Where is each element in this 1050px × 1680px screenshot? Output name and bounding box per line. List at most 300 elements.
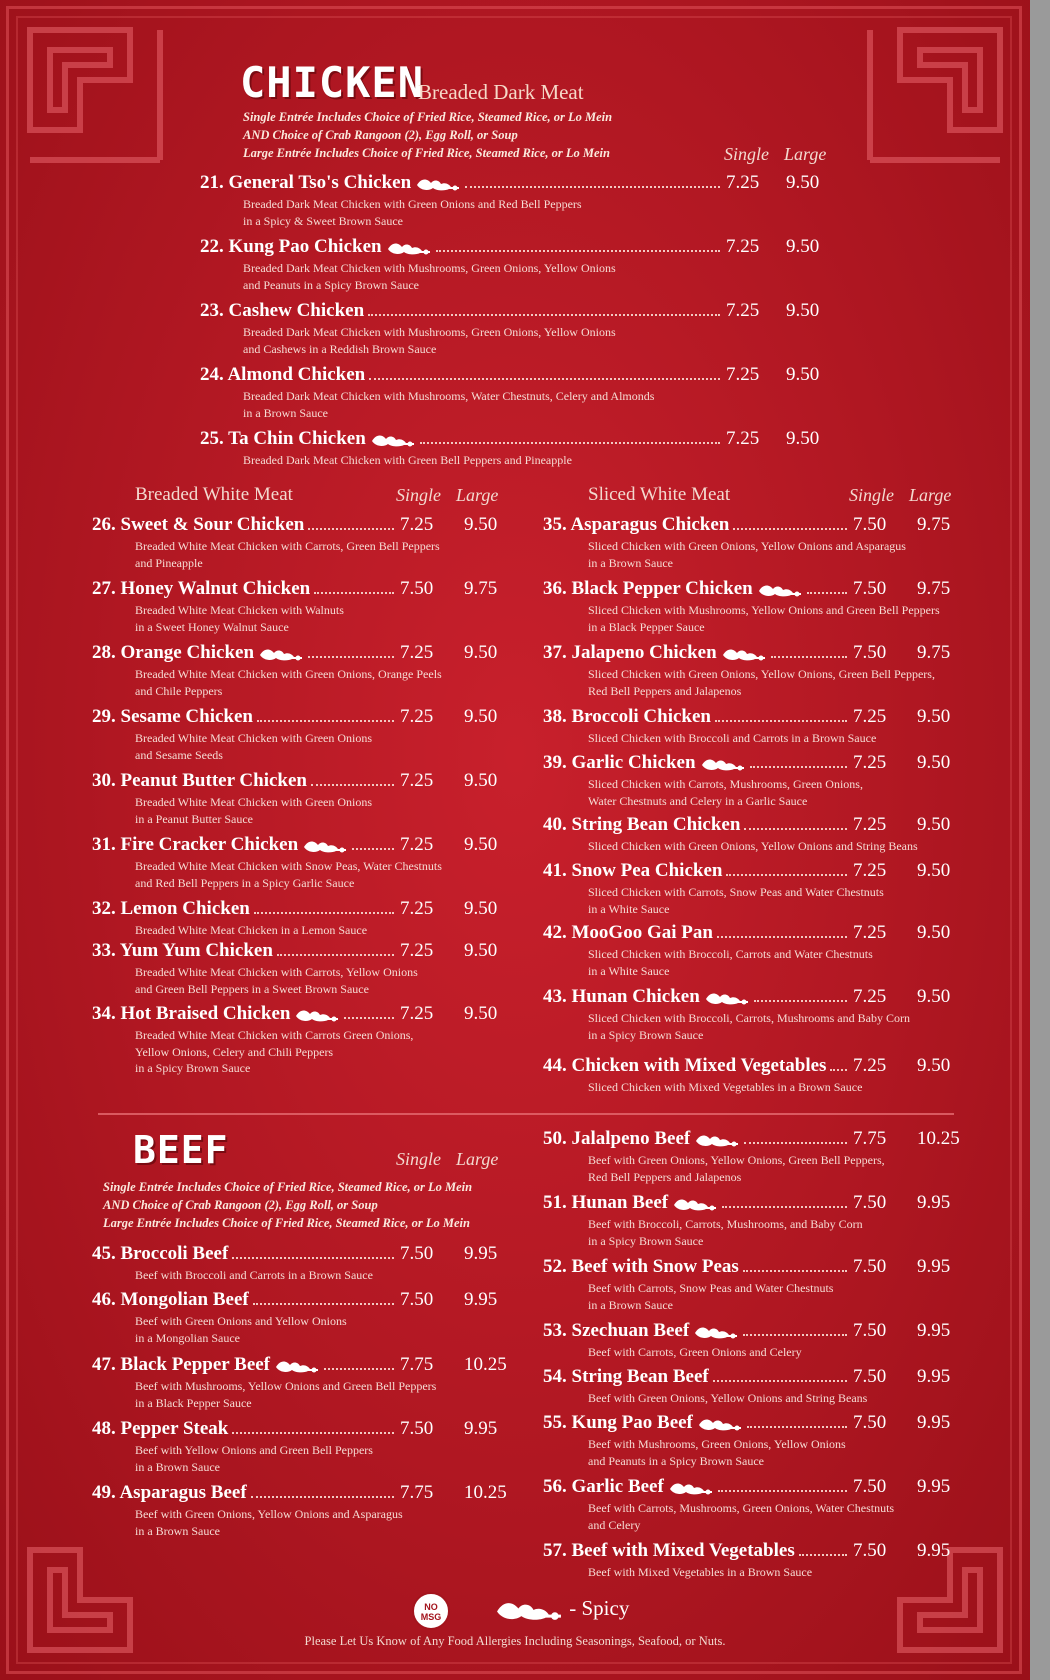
menu-item-description: Breaded Dark Meat Chicken with Mushrooms, Green Onions, Yellow Onions and Cashews in a Reddish Brown Sauce	[243, 325, 616, 356]
leader-dots	[277, 954, 394, 956]
menu-item	[543, 1192, 983, 1249]
menu-item-description: Sliced Chicken with Broccoli, Carrots, Mushrooms and Baby Corn in a Spicy Brown Sauce	[588, 1011, 910, 1042]
single-price: 7.25	[853, 752, 887, 773]
menu-item-description: Breaded White Meat Chicken with Snow Peas, Water Chestnuts and Red Bell Peppers in a Spicy Garlic Sauce	[135, 859, 442, 890]
chicken-section-title: CHICKEN	[240, 58, 425, 107]
dragon-icon	[370, 431, 416, 449]
menu-item-line	[92, 1482, 512, 1506]
menu-item	[92, 514, 512, 571]
single-price: 7.25	[400, 834, 434, 855]
menu-item	[92, 940, 512, 997]
menu-item	[92, 1289, 512, 1346]
menu-item-description: Breaded White Meat Chicken with Green Onions, Orange Peels and Chile Peppers	[135, 667, 442, 698]
section-divider	[98, 1113, 954, 1115]
menu-item-name-text: 25. Ta Chin Chicken	[200, 428, 366, 449]
menu-item-name-text: 30. Peanut Butter Chicken	[92, 770, 307, 791]
large-price: 9.50	[917, 706, 951, 727]
menu-item-name	[92, 1482, 247, 1504]
page-edge	[1030, 0, 1050, 1680]
menu-item-name	[543, 986, 750, 1008]
menu-item-name-text: 35. Asparagus Chicken	[543, 514, 730, 535]
menu-item-line	[92, 1418, 512, 1442]
large-price: 9.50	[917, 986, 951, 1007]
large-price: 9.95	[917, 1192, 951, 1213]
menu-item-name	[92, 514, 304, 536]
menu-item-description: Breaded Dark Meat Chicken with Mushrooms, Water Chestnuts, Celery and Almonds in a Brown Sauce	[243, 389, 655, 420]
menu-item-line	[92, 706, 512, 730]
leader-dots	[324, 1368, 394, 1370]
menu-item-description: Beef with Yellow Onions and Green Bell Peppers in a Brown Sauce	[135, 1443, 373, 1474]
menu-item-line	[200, 172, 840, 196]
menu-item	[543, 642, 983, 699]
single-price: 7.50	[853, 1256, 887, 1277]
menu-item-description: Sliced Chicken with Mixed Vegetables in a Brown Sauce	[588, 1080, 863, 1094]
menu-item-name	[92, 834, 348, 856]
single-price: 7.75	[853, 1128, 887, 1149]
menu-item-name-text: 28. Orange Chicken	[92, 642, 255, 663]
large-price: 9.95	[917, 1476, 951, 1497]
menu-item-description: Breaded White Meat Chicken with Carrots Green Onions, Yellow Onions, Celery and Chili Peppers in a Spicy Brown Sauce	[135, 1028, 414, 1075]
large-label: Large	[784, 144, 827, 164]
menu-item	[92, 1243, 512, 1284]
menu-item-line	[200, 428, 840, 452]
menu-item-line	[543, 1256, 983, 1280]
menu-item-line	[543, 706, 983, 730]
menu-item-description: Breaded White Meat Chicken with Carrots, Yellow Onions and Green Bell Peppers in a Sweet Brown Sauce	[135, 965, 418, 996]
single-price: 7.25	[853, 814, 887, 835]
single-price: 7.25	[400, 770, 434, 791]
single-price: 7.50	[853, 1476, 887, 1497]
single-price: 7.25	[400, 706, 434, 727]
menu-item	[200, 172, 840, 229]
menu-item-line	[92, 578, 512, 602]
menu-item-line	[543, 986, 983, 1010]
menu-item-line	[92, 1289, 512, 1313]
menu-item-name-text: 26. Sweet & Sour Chicken	[92, 514, 305, 535]
menu-item-description: Sliced Chicken with Green Onions, Yellow Onions and Asparagus in a Brown Sauce	[588, 539, 906, 570]
leader-dots	[251, 1496, 394, 1498]
leader-dots	[754, 1000, 847, 1002]
menu-item-name	[92, 642, 304, 664]
large-price: 9.50	[464, 940, 498, 961]
single-price: 7.50	[400, 578, 434, 599]
menu-item	[92, 1482, 512, 1539]
leader-dots	[308, 656, 394, 658]
menu-item	[200, 236, 840, 293]
menu-item-name	[543, 1320, 739, 1342]
single-price: 7.25	[726, 236, 760, 257]
single-price: 7.75	[400, 1354, 434, 1375]
menu-item-name-text: 27. Honey Walnut Chicken	[92, 578, 311, 599]
menu-item	[92, 642, 512, 699]
menu-item-description: Beef with Mushrooms, Green Onions, Yellow Onions and Peanuts in a Spicy Brown Sauce	[588, 1437, 846, 1468]
leader-dots	[232, 1257, 394, 1259]
menu-item-description: Beef with Green Onions, Yellow Onions, Green Bell Peppers, Red Bell Peppers and Jalapenos	[588, 1153, 885, 1184]
dragon-icon	[415, 175, 461, 193]
dragon-icon	[494, 1596, 564, 1624]
leader-dots	[344, 1017, 394, 1019]
menu-item-name-text: 42. MooGoo Gai Pan	[543, 922, 713, 943]
leader-dots	[717, 936, 847, 938]
large-price: 9.75	[917, 578, 951, 599]
menu-item	[543, 578, 983, 635]
leader-dots	[254, 912, 394, 914]
menu-item-description: Beef with Mushrooms, Yellow Onions and Green Bell Peppers in a Black Pepper Sauce	[135, 1379, 437, 1410]
chicken-subtitle: Breaded Dark Meat	[418, 80, 584, 104]
menu-item-name-text: 31. Fire Cracker Chicken	[92, 834, 299, 855]
large-price: 9.50	[786, 172, 820, 193]
menu-item	[92, 706, 512, 763]
large-price: 9.95	[464, 1289, 498, 1310]
large-price: 9.50	[786, 364, 820, 385]
menu-item-name-text: 24. Almond Chicken	[200, 364, 366, 385]
note-line: Single Entrée Includes Choice of Fried Rice, Steamed Rice, or Lo Mein	[103, 1180, 473, 1194]
menu-item-name-text: 44. Chicken with Mixed Vegetables	[543, 1055, 827, 1076]
menu-item	[92, 834, 512, 891]
menu-item-description: Breaded Dark Meat Chicken with Green Onions and Red Bell Peppers in a Spicy & Sweet Brown Sauce	[243, 197, 582, 228]
leader-dots	[722, 1206, 847, 1208]
menu-item	[92, 770, 512, 827]
menu-item-name	[543, 1540, 795, 1562]
leader-dots	[232, 1432, 394, 1434]
menu-item-line	[92, 1243, 512, 1267]
leader-dots	[308, 528, 394, 530]
menu-item	[92, 578, 512, 635]
large-price: 10.25	[464, 1482, 507, 1503]
no-msg-badge	[412, 1592, 450, 1630]
large-price: 9.50	[917, 860, 951, 881]
menu-item-line	[543, 1320, 983, 1344]
menu-item-description: Beef with Green Onions and Yellow Onions in a Mongolian Sauce	[135, 1314, 347, 1345]
leader-dots	[744, 1142, 847, 1144]
menu-item-line	[92, 770, 512, 794]
menu-item-description: Breaded White Meat Chicken in a Lemon Sauce	[135, 923, 368, 937]
menu-item-name	[543, 1055, 826, 1077]
leader-dots	[830, 1069, 847, 1071]
menu-item	[543, 1256, 983, 1313]
menu-item-name-text: 45. Broccoli Beef	[92, 1243, 229, 1264]
menu-item-name	[543, 514, 729, 536]
single-price: 7.25	[853, 1055, 887, 1076]
single-price: 7.25	[853, 860, 887, 881]
beef-section-title: BEEF	[133, 1128, 229, 1172]
menu-item-name	[543, 814, 740, 836]
leader-dots	[369, 378, 720, 380]
menu-item-description: Beef with Broccoli, Carrots, Mushrooms, and Baby Corn in a Spicy Brown Sauce	[588, 1217, 863, 1248]
single-price: 7.25	[853, 986, 887, 1007]
menu-item-name-text: 47. Black Pepper Beef	[92, 1354, 271, 1375]
menu-item	[92, 1003, 512, 1077]
leader-dots	[799, 1554, 847, 1556]
menu-item-description: Beef with Green Onions, Yellow Onions and String Beans	[588, 1391, 868, 1405]
single-label: Single	[724, 144, 769, 164]
menu-item-description: Sliced Chicken with Green Onions, Yellow Onions and String Beans	[588, 839, 918, 853]
single-price: 7.25	[726, 428, 760, 449]
corner-ornament-icon	[20, 20, 170, 170]
large-price: 9.95	[464, 1243, 498, 1264]
menu-item-name	[543, 1366, 709, 1388]
menu-item-line	[543, 814, 983, 838]
menu-item-line	[92, 642, 512, 666]
menu-item-line	[92, 898, 512, 922]
menu-item	[92, 898, 512, 939]
menu-item-name-text: 55. Kung Pao Beef	[543, 1412, 693, 1433]
menu-item-description: Beef with Carrots, Green Onions and Celery	[588, 1345, 802, 1359]
menu-item-name	[92, 706, 253, 728]
leader-dots	[311, 784, 394, 786]
menu-item-name	[92, 578, 310, 600]
menu-item-name	[92, 1289, 249, 1311]
large-price: 9.50	[786, 236, 820, 257]
menu-item-name	[200, 236, 432, 258]
menu-item	[200, 300, 840, 357]
single-price: 7.50	[853, 514, 887, 535]
note-line: Single Entrée Includes Choice of Fried Rice, Steamed Rice, or Lo Mein	[243, 110, 613, 124]
single-price: 7.25	[400, 1003, 434, 1024]
large-price: 9.50	[464, 1003, 498, 1024]
dragon-icon	[302, 837, 348, 855]
menu-item	[543, 922, 983, 979]
large-price: 9.50	[786, 428, 820, 449]
menu-item-description: Breaded White Meat Chicken with Walnuts in a Sweet Honey Walnut Sauce	[135, 603, 344, 634]
single-label: Single	[396, 1149, 441, 1169]
menu-item	[543, 814, 983, 855]
single-price: 7.75	[400, 1482, 434, 1503]
menu-item-name	[200, 172, 461, 194]
leader-dots	[368, 314, 720, 316]
menu-item-name-text: 37. Jalapeno Chicken	[543, 642, 717, 663]
chicken-notes	[243, 108, 612, 162]
single-price: 7.50	[853, 1540, 887, 1561]
menu-item-name-text: 32. Lemon Chicken	[92, 898, 250, 919]
large-label: Large	[456, 1149, 499, 1169]
menu-item	[543, 986, 983, 1043]
large-label: Large	[909, 485, 952, 505]
menu-item-name	[92, 1243, 228, 1265]
large-price: 9.50	[464, 770, 498, 791]
menu-item-name-text: 48. Pepper Steak	[92, 1418, 229, 1439]
menu-item-line	[543, 1412, 983, 1436]
single-price: 7.25	[853, 706, 887, 727]
menu-item-description: Sliced Chicken with Green Onions, Yellow Onions, Green Bell Peppers, Red Bell Peppers and Jalapenos	[588, 667, 935, 698]
menu-item-name-text: 57. Beef with Mixed Vegetables	[543, 1540, 795, 1561]
dragon-icon	[668, 1479, 714, 1497]
single-price: 7.50	[853, 578, 887, 599]
menu-item	[543, 1320, 983, 1361]
large-price: 9.50	[786, 300, 820, 321]
menu-item-line	[543, 752, 983, 776]
menu-item-description: Breaded Dark Meat Chicken with Green Bell Peppers and Pineapple	[243, 453, 572, 467]
menu-item-line	[543, 1192, 983, 1216]
menu-item	[543, 752, 983, 809]
single-price: 7.25	[726, 300, 760, 321]
single-price: 7.50	[853, 1366, 887, 1387]
menu-item-name-text: 39. Garlic Chicken	[543, 752, 696, 773]
allergy-note: Please Let Us Know of Any Food Allergies Including Seasonings, Seafood, or Nuts.	[304, 1634, 726, 1648]
single-price: 7.25	[853, 922, 887, 943]
menu-item-name-text: 40. String Bean Chicken	[543, 814, 741, 835]
dragon-icon	[697, 1415, 743, 1433]
dragon-icon	[704, 989, 750, 1007]
menu-item-line	[543, 578, 983, 602]
no-msg-line: NO	[424, 1602, 438, 1612]
menu-item-line	[543, 1055, 983, 1079]
menu-item-name-text: 46. Mongolian Beef	[92, 1289, 249, 1310]
menu-item-name-text: 43. Hunan Chicken	[543, 986, 700, 1007]
menu-item	[200, 428, 840, 469]
menu-item-name-text: 49. Asparagus Beef	[92, 1482, 247, 1503]
spicy-legend-text: - Spicy	[569, 1596, 630, 1620]
large-label: Large	[456, 485, 499, 505]
menu-item-name	[543, 752, 746, 774]
menu-item-name-text: 22. Kung Pao Chicken	[200, 236, 382, 257]
dragon-icon	[274, 1357, 320, 1375]
menu-item-line	[92, 1354, 512, 1378]
dragon-icon	[386, 239, 432, 257]
menu-item-description: Sliced Chicken with Broccoli, Carrots and Water Chestnuts in a White Sauce	[588, 947, 873, 978]
large-price: 9.75	[917, 514, 951, 535]
leader-dots	[718, 1490, 847, 1492]
menu-item-line	[200, 364, 840, 388]
menu-item-name	[200, 364, 365, 386]
menu-item-line	[543, 1476, 983, 1500]
menu-item-name	[543, 642, 767, 664]
menu-item-description: Sliced Chicken with Broccoli and Carrots in a Brown Sauce	[588, 731, 877, 745]
menu-item-description: Breaded White Meat Chicken with Green Onions in a Peanut Butter Sauce	[135, 795, 373, 826]
menu-item-name-text: 56. Garlic Beef	[543, 1476, 664, 1497]
menu-item-line	[543, 642, 983, 666]
menu-item-name	[543, 922, 713, 944]
menu-item-name	[200, 428, 416, 450]
menu-item-name-text: 21. General Tso's Chicken	[200, 172, 412, 193]
menu-item-description: Beef with Mixed Vegetables in a Brown Sauce	[588, 1565, 813, 1579]
menu-item-name-text: 41. Snow Pea Chicken	[543, 860, 723, 881]
large-price: 9.75	[917, 642, 951, 663]
leader-dots	[743, 1270, 847, 1272]
menu-item-line	[543, 922, 983, 946]
menu-item-name	[543, 1192, 718, 1214]
menu-item-name-text: 51. Hunan Beef	[543, 1192, 669, 1213]
note-line: Large Entrée Includes Choice of Fried Rice, Steamed Rice, or Lo Mein	[243, 146, 610, 160]
dragon-icon	[721, 645, 767, 663]
spicy-legend	[490, 1596, 629, 1624]
menu-item-name-text: 50. Jalalpeno Beef	[543, 1128, 691, 1149]
menu-item-name	[92, 898, 250, 920]
single-price: 7.25	[400, 642, 434, 663]
menu-item-name	[92, 940, 273, 962]
menu-item-name	[92, 770, 307, 792]
single-price: 7.50	[853, 1192, 887, 1213]
single-price: 7.50	[853, 642, 887, 663]
menu-item-line	[543, 1540, 983, 1564]
menu-item-name	[543, 578, 803, 600]
menu-item-line	[543, 860, 983, 884]
menu-item	[543, 706, 983, 747]
menu-item-description: Beef with Carrots, Snow Peas and Water Chestnuts in a Brown Sauce	[588, 1281, 834, 1312]
sliced-meat-heading: Sliced White Meat	[588, 484, 731, 505]
menu-item-name-text: 54. String Bean Beef	[543, 1366, 709, 1387]
single-price: 7.50	[400, 1418, 434, 1439]
large-price: 9.95	[917, 1412, 951, 1433]
single-price: 7.50	[400, 1289, 434, 1310]
leader-dots	[257, 720, 394, 722]
leader-dots	[733, 528, 847, 530]
single-label: Single	[849, 485, 894, 505]
single-price: 7.25	[726, 364, 760, 385]
large-price: 9.95	[917, 1540, 951, 1561]
menu-item-name-text: 23. Cashew Chicken	[200, 300, 365, 321]
large-price: 9.95	[464, 1418, 498, 1439]
menu-item-line	[92, 514, 512, 538]
leader-dots	[314, 592, 394, 594]
single-price: 7.25	[400, 940, 434, 961]
large-price: 10.25	[917, 1128, 960, 1149]
menu-item-name-text: 52. Beef with Snow Peas	[543, 1256, 739, 1277]
menu-item-line	[92, 940, 512, 964]
beef-notes	[103, 1178, 472, 1232]
menu-item-name-text: 36. Black Pepper Chicken	[543, 578, 753, 599]
menu-item	[543, 1412, 983, 1469]
large-price: 9.50	[464, 706, 498, 727]
dragon-icon	[700, 755, 746, 773]
menu-item-line	[200, 300, 840, 324]
menu-item-description: Sliced Chicken with Carrots, Mushrooms, Green Onions, Water Chestnuts and Celery in a Garlic Sauce	[588, 777, 863, 808]
large-price: 9.95	[917, 1320, 951, 1341]
single-price: 7.50	[853, 1320, 887, 1341]
note-line: Large Entrée Includes Choice of Fried Rice, Steamed Rice, or Lo Mein	[103, 1216, 470, 1230]
menu-item-line	[543, 514, 983, 538]
menu-item-description: Breaded White Meat Chicken with Green Onions and Sesame Seeds	[135, 731, 373, 762]
single-price: 7.25	[400, 514, 434, 535]
menu-item-name-text: 34. Hot Braised Chicken	[92, 1003, 291, 1024]
note-line: AND Choice of Crab Rangoon (2), Egg Roll, or Soup	[243, 128, 518, 142]
leader-dots	[743, 1334, 847, 1336]
leader-dots	[352, 848, 394, 850]
leader-dots	[771, 656, 847, 658]
menu-item-name-text: 33. Yum Yum Chicken	[92, 940, 273, 961]
large-price: 9.50	[917, 752, 951, 773]
menu-item-name-text: 29. Sesame Chicken	[92, 706, 253, 727]
note-line: AND Choice of Crab Rangoon (2), Egg Roll, or Soup	[103, 1198, 378, 1212]
corner-ornament-icon	[860, 20, 1010, 170]
menu-item-description: Beef with Carrots, Mushrooms, Green Onions, Water Chestnuts and Celery	[588, 1501, 895, 1532]
leader-dots	[715, 720, 847, 722]
large-price: 9.75	[464, 578, 498, 599]
menu-item-name	[543, 706, 711, 728]
large-price: 9.95	[917, 1256, 951, 1277]
menu-item-line	[92, 834, 512, 858]
menu-item-description: Breaded White Meat Chicken with Carrots, Green Bell Peppers and Pineapple	[135, 539, 440, 570]
menu-item	[543, 1055, 983, 1096]
leader-dots	[807, 592, 847, 594]
menu-item-line	[543, 1128, 983, 1152]
menu-item-description: Sliced Chicken with Mushrooms, Yellow Onions and Green Bell Peppers in a Black Pepper Sauce	[588, 603, 940, 634]
single-price: 7.25	[726, 172, 760, 193]
leader-dots	[465, 186, 720, 188]
dragon-icon	[258, 645, 304, 663]
menu-item	[92, 1354, 512, 1411]
menu-item	[543, 1128, 983, 1185]
menu-item	[543, 860, 983, 917]
large-price: 9.50	[917, 1055, 951, 1076]
large-price: 9.50	[917, 814, 951, 835]
large-price: 9.50	[464, 834, 498, 855]
single-price: 7.50	[853, 1412, 887, 1433]
no-msg-line: MSG	[420, 1612, 442, 1622]
leader-dots	[420, 442, 720, 444]
leader-dots	[747, 1426, 847, 1428]
menu-item-description: Beef with Broccoli and Carrots in a Brown Sauce	[135, 1268, 373, 1282]
